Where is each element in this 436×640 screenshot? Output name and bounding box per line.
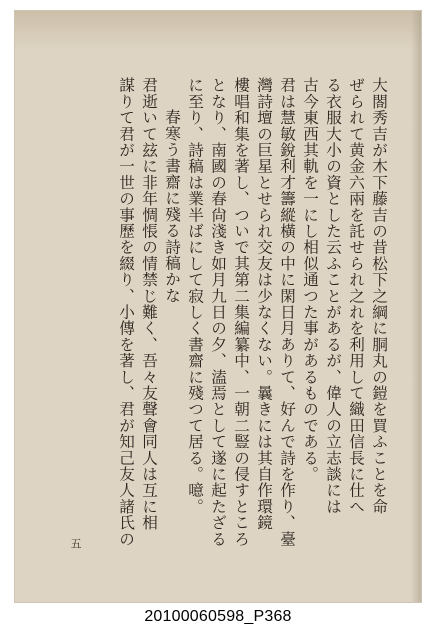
image-caption: 20100060598_P368 (144, 608, 292, 625)
text-column-8: となり、南國の春尙淺き如月九日の夕、溘焉として遂に起たざる (209, 77, 227, 547)
text-column-1: 大閤秀吉が木下藤吉の昔松下之綱に胴丸の鎧を買ふことを命 (370, 77, 388, 515)
page-number: 五 (69, 538, 82, 549)
text-column-7: 樓唱和集を著し、ついで其第二集編纂中、一朝二豎の侵すところ (232, 77, 250, 547)
text-column-9: に至り、詩稿は業半ばにして寂しく書齋に殘つて居る。噫。 (186, 77, 204, 515)
text-column-3: る衣服大小の資とした云ふことがあるが、偉人の立志談には (324, 77, 342, 515)
text-column-11: 君逝いて玆に非年惆悵の情禁じ難く、吾々友聲會同人は互に相 (140, 77, 158, 531)
page-stain (15, 11, 422, 51)
scanned-page (14, 10, 422, 603)
text-column-4: 古今東西其軌を一にし相似通つた事があるものである。 (301, 77, 319, 482)
text-column-6: 灣詩壇の巨星とせられ交友は少なくない。曩きには其自作環鏡 (255, 77, 273, 531)
haiku-column: 春寒う書齋に殘る詩稿かな (163, 109, 181, 304)
text-column-5: 君は慧敏銳利才籌縱橫の中に閑日月ありて、好んで詩を作り、臺 (278, 77, 296, 547)
page-edge-shadow (411, 11, 421, 603)
text-column-12: 謀りて君が一世の事歷を綴り、小傳を著し、君が知己友人諸氏の (117, 77, 135, 547)
text-column-2: ぜられて黄金六兩を託せられ之れを利用して織田信長に仕へ (347, 77, 365, 515)
